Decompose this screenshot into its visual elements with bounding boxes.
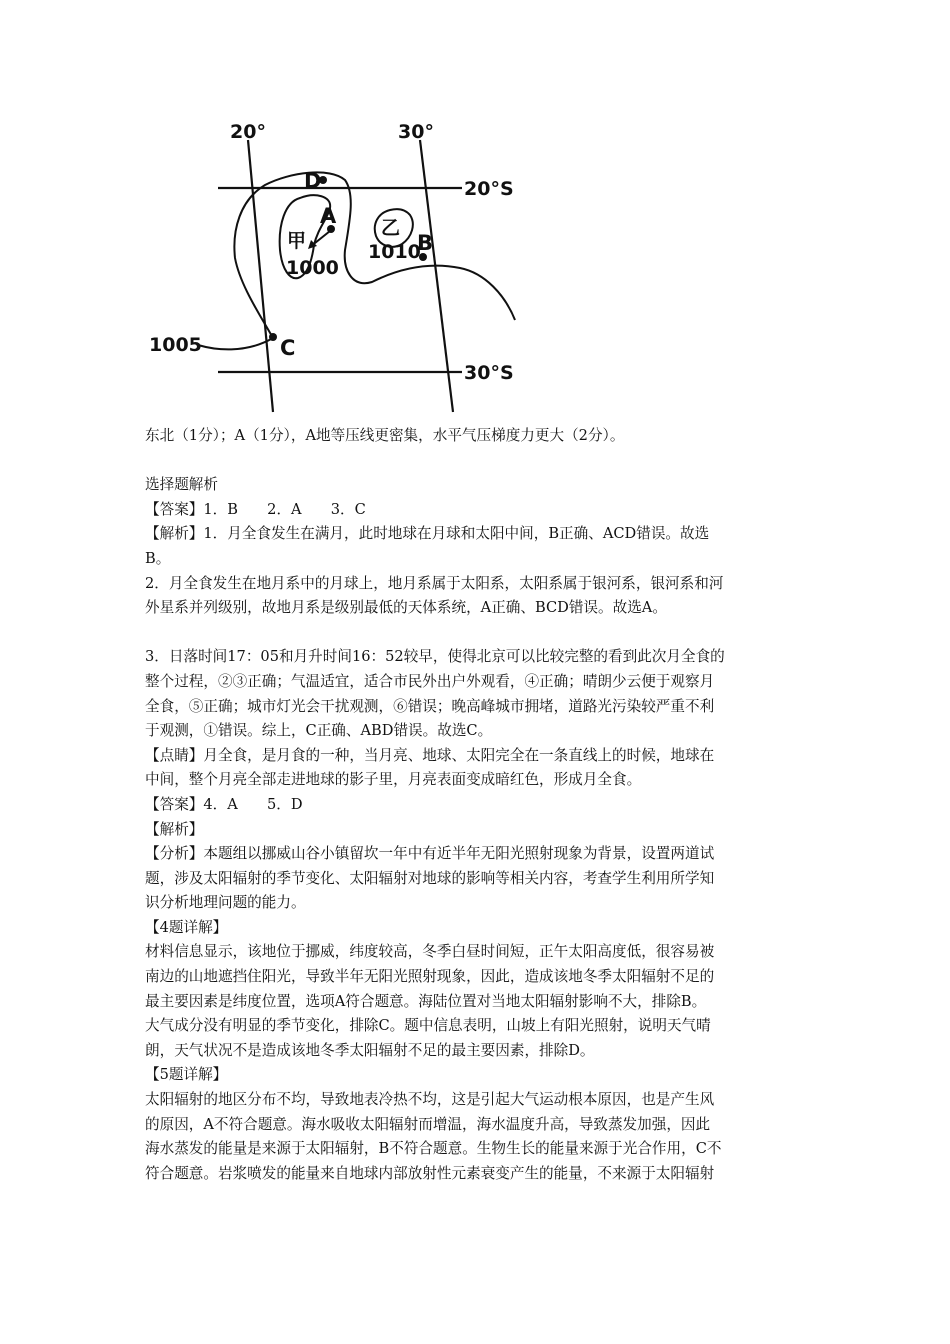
answer-key-1-3: 【答案】1．B 2．A 3．C [145, 500, 366, 518]
text-line: 整个过程，②③正确；气温适宜，适合市民外出户外观看，④正确；晴朗少云便于观察月 [145, 672, 715, 690]
parallel-30s-label: 30°S [464, 362, 514, 384]
text-line: 南边的山地遮挡住阳光，导致半年无阳光照射现象，因此，造成该地冬季太阳辐射不足的 [145, 968, 715, 986]
section-title: 选择题解析 [145, 476, 218, 494]
isobar-1010-label: 1010 [368, 241, 421, 263]
blank-gap [145, 621, 810, 646]
point-b-label: B [417, 231, 434, 255]
text-line: 【分析】本题组以挪威山谷小镇留坎一年中有近半年无阳光照射现象为背景，设置两道试 [145, 845, 715, 863]
isobar-1005-label: 1005 [149, 334, 202, 356]
text-line: 中间，整个月亮全部走进地球的影子里，月亮表面变成暗红色，形成月全食。 [145, 771, 642, 789]
text-line: 材料信息显示，该地位于挪威，纬度较高，冬季白昼时间短，正午太阳高度低，很容易被 [145, 943, 715, 961]
text-line: B。 [145, 549, 171, 567]
point-a-label: A [320, 204, 337, 228]
region-jia-label: 甲 [287, 230, 307, 252]
text-line: 【点睛】月全食，是月食的一种，当月亮、地球、太阳完全在一条直线上的时候，地球在 [145, 746, 715, 764]
text-line: 太阳辐射的地区分布不均，导致地表冷热不均，这是引起大气运动根本原因，也是产生风 [145, 1091, 715, 1109]
text-line: 于观测，①错误。综上，C正确、ABD错误。故选C。 [145, 722, 493, 740]
text-line: 识分析地理问题的能力。 [145, 894, 306, 912]
point-d-label: D [304, 169, 322, 193]
text-line: 全食，⑤正确；城市灯光会干扰观测，⑥错误；晚高峰城市拥堵，道路光污染较严重不利 [145, 697, 715, 715]
text-line: 最主要因素是纬度位置，选项A符合题意。海陆位置对当地太阳辐射影响不大，排除B。 [145, 992, 707, 1010]
text-line: 【4题详解】 [145, 918, 228, 936]
text-line: 的原因，A不符合题意。海水吸收太阳辐射而增温，海水温度升高，导致蒸发加强，因此 [145, 1115, 711, 1133]
text-line: 【5题详解】 [145, 1066, 228, 1084]
point-c-dot [269, 333, 277, 341]
text-line: 2．月全食发生在地月系中的月球上，地月系属于太阳系，太阳系属于银河系，银河系和河 [145, 574, 724, 592]
isobar-1000-label: 1000 [286, 257, 339, 279]
point-c-label: C [280, 336, 296, 360]
parallel-20s-label: 20°S [464, 178, 514, 200]
text-line: 大气成分没有明显的季节变化，排除C。题中信息表明，山坡上有阳光照射，说明天气晴 [145, 1017, 711, 1035]
isobar-map-figure [140, 110, 540, 415]
text-line: 符合题意。岩浆喷发的能量来自地球内部放射性元素衰变产生的能量，不来源于太阳辐射 [145, 1164, 715, 1182]
text-line: 3．日落时间17：05和月升时间16：52较早，使得北京可以比较完整的看到此次月全食的 [145, 648, 725, 666]
meridian-30-label: 30° [398, 121, 434, 143]
text-line: 外星系并列级别，故地月系是级别最低的天体系统，A正确、BCD错误。故选A。 [145, 599, 667, 617]
region-yi-label: 乙 [381, 217, 401, 239]
text-line: 海水蒸发的能量是来源于太阳辐射，B不符合题意。生物生长的能量来源于光合作用，C不 [145, 1140, 722, 1158]
isobar-map-svg [140, 110, 540, 415]
text-line: 朗，天气状况不是造成该地冬季太阳辐射不足的最主要因素，排除D。 [145, 1041, 595, 1059]
text-line: 【解析】 [145, 820, 204, 838]
analysis-text [145, 424, 810, 1186]
answer-key-4-5: 【答案】4．A 5．D [145, 795, 303, 813]
text-line: 题，涉及太阳辐射的季节变化、太阳辐射对地球的影响等相关内容，考查学生利用所学知 [145, 869, 715, 887]
answer-text-line: 东北（1分）；A（1分），A地等压线更密集，水平气压梯度力更大（2分）。 [145, 427, 625, 444]
blank-gap [145, 449, 810, 474]
meridian-20-label: 20° [230, 121, 266, 143]
text-line: 【解析】1．月全食发生在满月，此时地球在月球和太阳中间，B正确、ACD错误。故选 [145, 525, 710, 543]
